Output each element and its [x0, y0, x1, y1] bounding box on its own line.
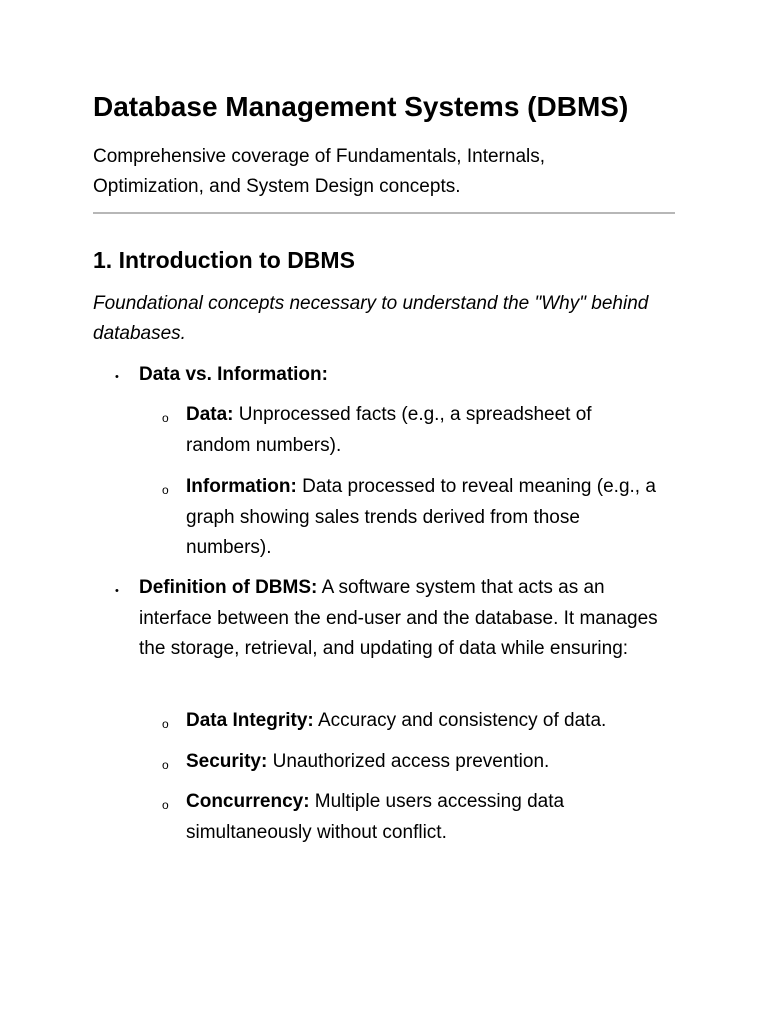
sublist-bullet: o	[162, 411, 169, 425]
sublist-item-security	[186, 747, 656, 778]
list-bullet: •	[115, 371, 119, 383]
list-item-term: Definition of DBMS:	[139, 577, 318, 598]
sublist-item-data-integrity	[186, 706, 656, 737]
list-item-data-vs-information	[139, 360, 659, 391]
document-subtitle: Comprehensive coverage of Fundamentals, Internals, Optimization, and System Design concepts.	[93, 146, 546, 197]
sublist-item-text: Multiple users accessing data simultaneously without conflict.	[186, 791, 565, 843]
sublist-item-concurrency	[186, 787, 656, 848]
sublist-item-information	[186, 472, 656, 564]
title-divider	[93, 212, 675, 214]
sublist-item-text: Unprocessed facts (e.g., a spreadsheet of random numbers).	[186, 404, 592, 456]
sublist-item-term: Security:	[186, 751, 268, 772]
sublist-item-term: Data Integrity:	[186, 710, 314, 731]
sublist-item-text: Unauthorized access prevention.	[267, 751, 550, 772]
list-bullet: •	[115, 585, 119, 597]
sublist-item-term: Information:	[186, 476, 297, 497]
document-title: Database Management Systems (DBMS)	[93, 91, 629, 122]
sublist-item-text: Accuracy and consistency of data.	[313, 710, 607, 731]
sublist-item-term: Data:	[186, 404, 234, 425]
sublist-item-text: Data processed to reveal meaning (e.g., a graph showing sales trends derived from those numbers).	[186, 476, 656, 558]
sublist-bullet: o	[162, 483, 169, 497]
sublist-item-data	[186, 400, 656, 461]
section-heading: 1. Introduction to DBMS	[93, 247, 355, 273]
sublist-bullet: o	[162, 717, 169, 731]
sublist-item-term: Concurrency:	[186, 791, 310, 812]
list-item-definition-of-dbms	[139, 573, 659, 665]
section-intro: Foundational concepts necessary to understand the "Why" behind databases.	[93, 293, 649, 344]
list-item-term: Data vs. Information:	[139, 364, 328, 385]
sublist-bullet: o	[162, 798, 169, 812]
list-item-text: A software system that acts as an interface between the end-user and the database. It manages the storage, retrieval, and updating of data while ensuring:	[139, 577, 658, 659]
sublist-bullet: o	[162, 758, 169, 772]
